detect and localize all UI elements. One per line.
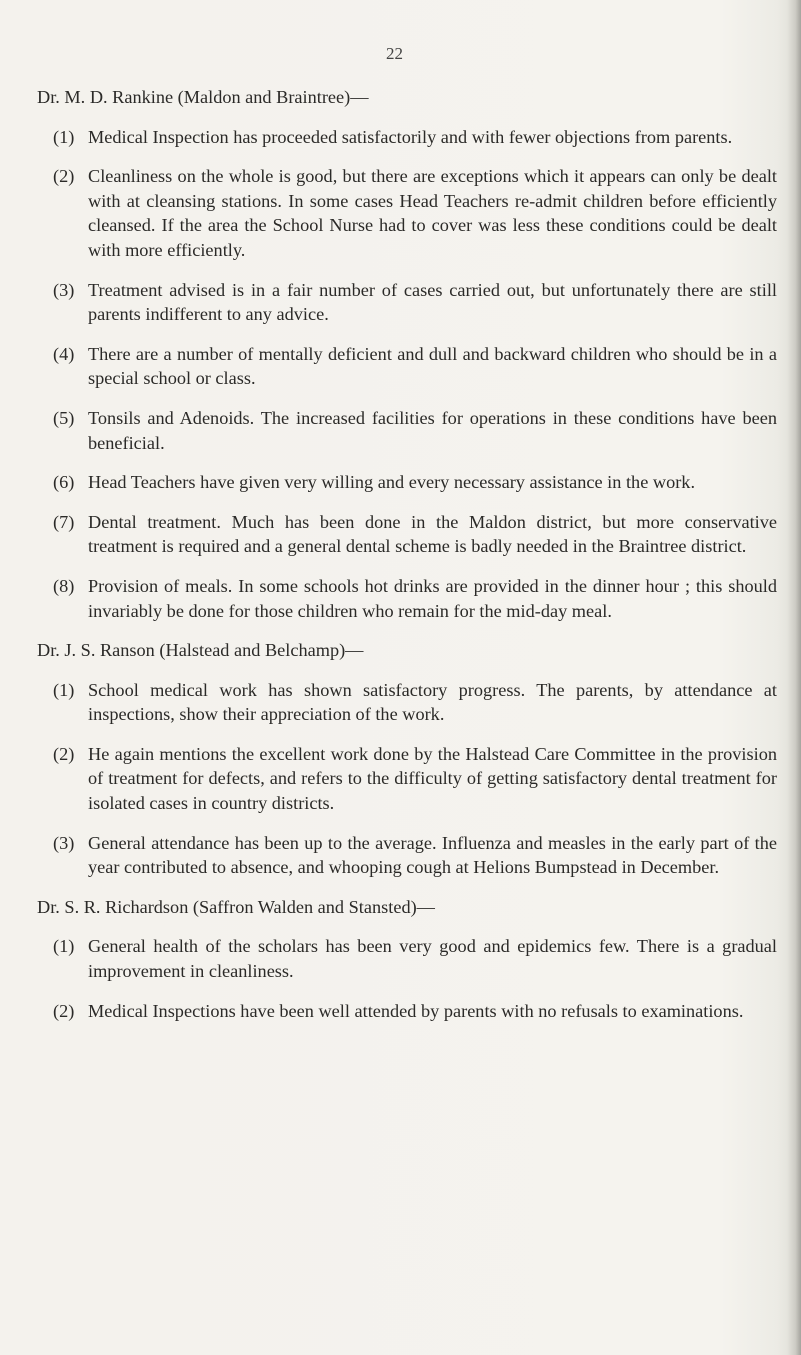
item-number: (5) bbox=[53, 407, 75, 428]
page-edge-shadow bbox=[787, 0, 801, 1355]
findings-list bbox=[37, 125, 777, 624]
item-text: General health of the scholars has been very good and epidemics few. There is a gradual improvement in cleanliness. bbox=[88, 936, 777, 982]
item-text: There are a number of mentally deficient and dull and backward children who should be in a special school or class. bbox=[88, 343, 777, 389]
item-number: (1) bbox=[53, 126, 75, 147]
item-number: (6) bbox=[53, 472, 75, 493]
finding-item bbox=[37, 510, 777, 559]
item-text: General attendance has been up to the average. Influenza and measles in the early part of the year contributed to absence, and whooping cough at Helions Bumpstead in December. bbox=[88, 832, 777, 878]
doctor-heading: Dr. S. R. Richardson (Saffron Walden and Stansted)— bbox=[37, 896, 435, 917]
finding-item bbox=[37, 278, 777, 327]
item-number: (1) bbox=[53, 679, 75, 700]
item-number: (4) bbox=[53, 343, 75, 364]
doctor-section-richardson bbox=[37, 895, 777, 1023]
finding-item bbox=[37, 342, 777, 391]
finding-item bbox=[37, 406, 777, 455]
findings-list bbox=[37, 934, 777, 1023]
finding-item bbox=[37, 574, 777, 623]
finding-item bbox=[37, 999, 777, 1024]
item-text: Medical Inspections have been well attended by parents with no refusals to examinations. bbox=[88, 1000, 744, 1021]
item-number: (7) bbox=[53, 511, 75, 532]
doctor-section-rankine bbox=[37, 85, 777, 623]
doctor-heading: Dr. J. S. Ranson (Halstead and Belchamp)— bbox=[37, 640, 364, 661]
finding-item bbox=[37, 678, 777, 727]
finding-item bbox=[37, 164, 777, 262]
item-number: (3) bbox=[53, 279, 75, 300]
findings-list bbox=[37, 678, 777, 880]
finding-item bbox=[37, 742, 777, 816]
item-number: (2) bbox=[53, 1000, 75, 1021]
item-number: (1) bbox=[53, 936, 75, 957]
finding-item bbox=[37, 125, 777, 150]
item-text: Medical Inspection has proceeded satisfactorily and with fewer objections from parents. bbox=[88, 126, 733, 147]
item-number: (2) bbox=[53, 743, 75, 764]
item-text: Head Teachers have given very willing and every necessary assistance in the work. bbox=[88, 472, 696, 493]
item-text: School medical work has shown satisfactory progress. The parents, by attendance at inspections, show their appreciation of the work. bbox=[88, 679, 777, 725]
doctor-section-ranson bbox=[37, 638, 777, 880]
item-text: He again mentions the excellent work done by the Halstead Care Committee in the provision of treatment for defects, and refers to the difficulty of getting satisfactory dental treatment for isolated cases in country districts. bbox=[88, 743, 777, 814]
doctor-heading: Dr. M. D. Rankine (Maldon and Braintree)— bbox=[37, 87, 369, 107]
finding-item bbox=[37, 934, 777, 983]
item-number: (3) bbox=[53, 832, 75, 853]
finding-item bbox=[37, 831, 777, 880]
item-text: Provision of meals. In some schools hot drinks are provided in the dinner hour ; this should invariably be done for those children who remain for the mid-day meal. bbox=[88, 575, 777, 621]
item-text: Tonsils and Adenoids. The increased facilities for operations in these conditions have been beneficial. bbox=[88, 407, 777, 453]
item-text: Treatment advised is in a fair number of cases carried out, but unfortunately there are still parents indifferent to any advice. bbox=[88, 279, 777, 325]
finding-item bbox=[37, 470, 777, 495]
item-text: Dental treatment. Much has been done in the Maldon district, but more conservative treatment is required and a general dental scheme is badly needed in the Braintree district. bbox=[88, 511, 777, 557]
page-number: 22 bbox=[386, 44, 403, 63]
item-number: (2) bbox=[53, 166, 75, 187]
item-number: (8) bbox=[53, 575, 75, 596]
item-text: Cleanliness on the whole is good, but there are exceptions which it appears can only be dealt with at cleansing stations. In some cases Head Teachers re-admit children before efficiently cleansed. If the area the School Nurse had to cover was less these conditions could be dealt with more efficiently. bbox=[88, 166, 777, 260]
report-body bbox=[37, 85, 777, 1023]
